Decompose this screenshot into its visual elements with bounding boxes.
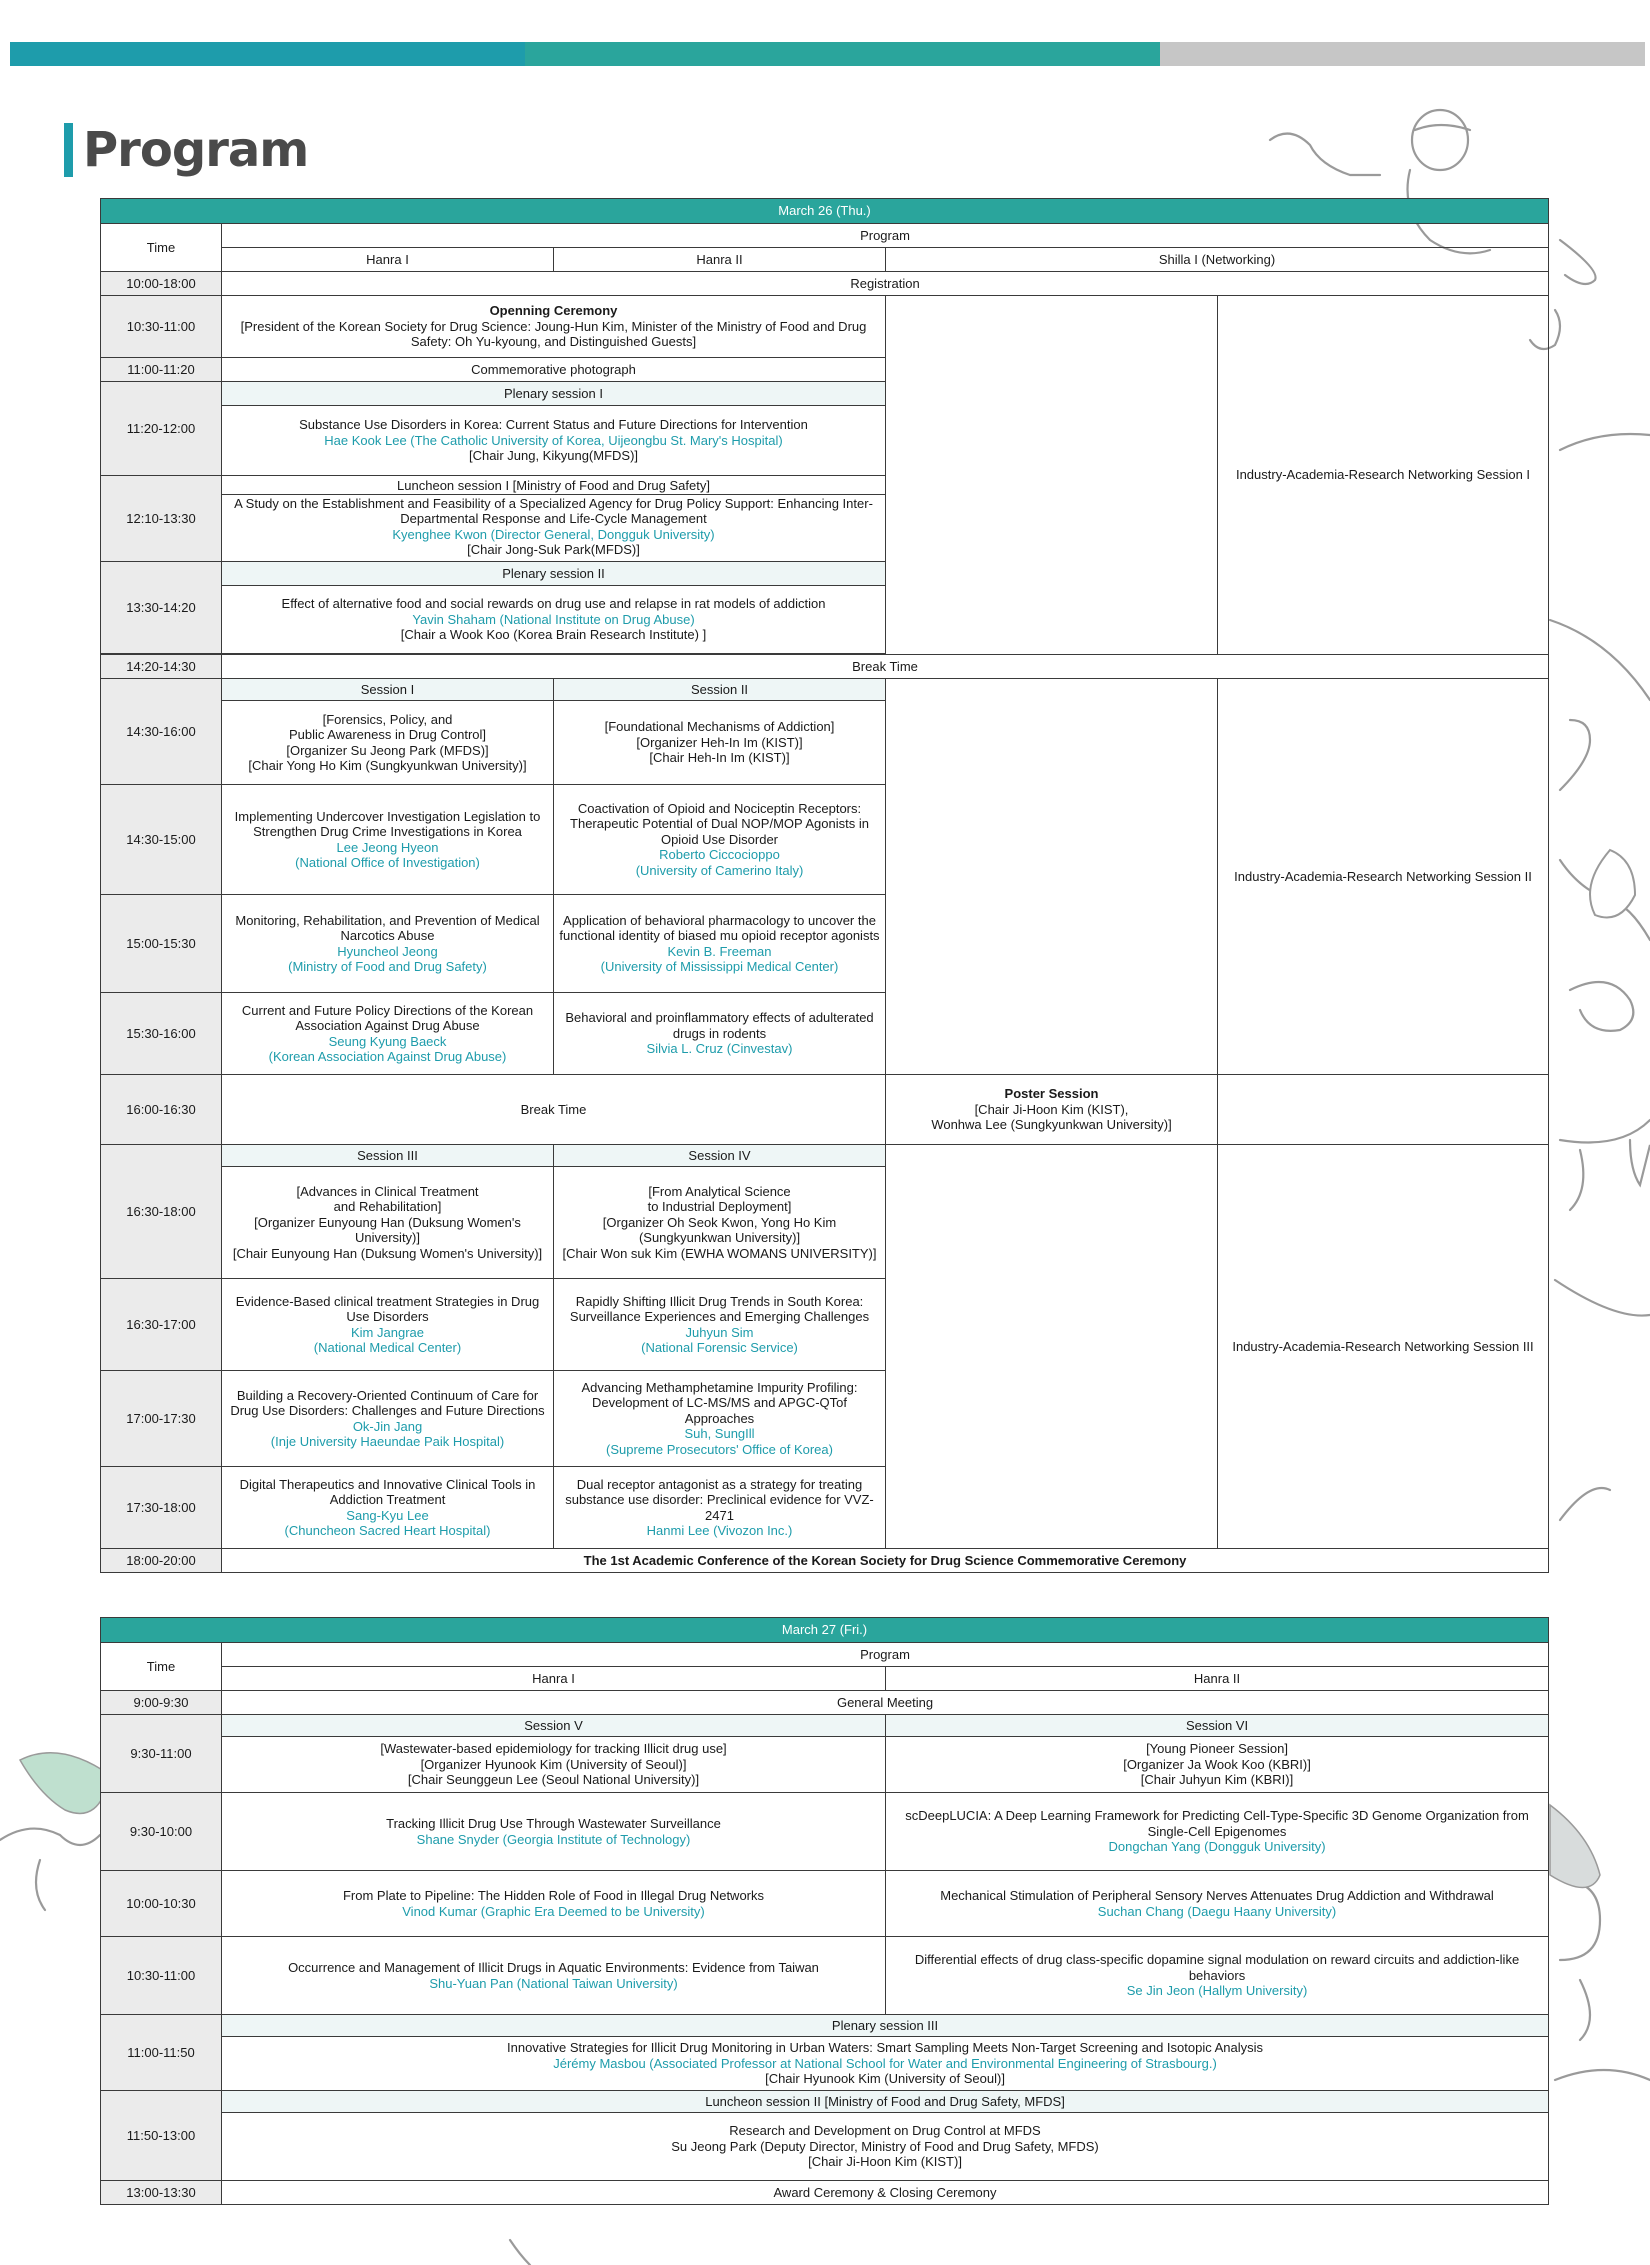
- talk-title: Differential effects of drug class-specific dopamine signal modulation on reward circuits and addiction-like behaviors: [914, 1952, 1520, 1983]
- time-cell: 10:30-11:00: [101, 296, 222, 358]
- luncheon-session-1: [222, 476, 886, 562]
- opening-ceremony-detail: [President of the Korean Society for Drug Science: Joung-Hun Kim, Minister of the Ministry of Food and Drug Safety: Oh Yu-kyoung, and Distinguished Guests]: [240, 318, 867, 350]
- time-cell: 17:30-18:00: [101, 1467, 222, 1549]
- time-cell: 10:30-11:00: [101, 1937, 222, 2015]
- talk-cell: [554, 1279, 886, 1371]
- session-info-line: [Organizer Oh Seok Kwon, Yong Ho Kim (Sungkyunkwan University)]: [602, 1214, 837, 1246]
- talk-title: Monitoring, Rehabilitation, and Prevention of Medical Narcotics Abuse: [235, 912, 540, 943]
- break-time-cell: Break Time: [222, 1075, 886, 1145]
- talk-affiliation: (National Medical Center): [313, 1340, 462, 1355]
- session-6-info: [886, 1737, 1549, 1793]
- talk-cell: [554, 1467, 886, 1549]
- networking-session-3: Industry-Academia-Research Networking Session III: [1218, 1145, 1549, 1549]
- session-2-info: [554, 701, 886, 785]
- poster-session-chair: Wonhwa Lee (Sungkyunkwan University)]: [931, 1117, 1172, 1133]
- top-bar-segment-green: [525, 42, 1160, 66]
- plenary-session-1-talk: [222, 406, 886, 476]
- session-info-line: [Organizer Eunyoung Han (Duksung Women's University)]: [254, 1214, 521, 1246]
- general-meeting-cell: General Meeting: [222, 1691, 1549, 1715]
- luncheon-session-1-label: Luncheon session I [Ministry of Food and Drug Safety]: [222, 478, 885, 495]
- session-4-label: Session IV: [554, 1145, 886, 1167]
- day2-date-header: March 27 (Fri.): [101, 1618, 1549, 1643]
- talk-speaker: Jérémy Masbou (Associated Professor at National School for Water and Environmental Engineering of Strasbourg.): [553, 2055, 1217, 2071]
- talk-affiliation: (Supreme Prosecutors' Office of Korea): [606, 1441, 833, 1457]
- session-info-line: [From Analytical Science: [648, 1183, 791, 1199]
- talk-title: Dual receptor antagonist as a strategy for treating substance use disorder: Preclinical evidence for VVZ-2471: [565, 1476, 874, 1523]
- time-cell: 12:10-13:30: [101, 476, 222, 562]
- title-accent-bar: [64, 123, 73, 177]
- time-cell: 9:30-10:00: [101, 1793, 222, 1871]
- session-4-info: [554, 1167, 886, 1279]
- talk-speaker: Seung Kyung Baeck: [328, 1033, 447, 1049]
- talk-title: Occurrence and Management of Illicit Drugs in Aquatic Environments: Evidence from Taiwan: [288, 1960, 819, 1975]
- time-column-header: Time: [101, 1643, 222, 1691]
- talk-speaker: Hanmi Lee (Vivozon Inc.): [646, 1523, 793, 1538]
- time-cell: 9:00-9:30: [101, 1691, 222, 1715]
- talk-title: Advancing Methamphetamine Impurity Profiling: Development of LC-MS/MS and APGC-QTof Approaches: [581, 1379, 858, 1426]
- session-1-info: [222, 701, 554, 785]
- time-cell: 16:30-17:00: [101, 1279, 222, 1371]
- time-cell: 10:00-10:30: [101, 1871, 222, 1937]
- poster-session-title: Poster Session: [1004, 1086, 1099, 1102]
- time-cell: 13:30-14:20: [101, 562, 222, 654]
- talk-affiliation: (Ministry of Food and Drug Safety): [288, 959, 487, 974]
- talk-cell: [222, 785, 554, 895]
- session-info-line: [Young Pioneer Session]: [1146, 1741, 1288, 1757]
- top-bar-segment-grey: [1160, 42, 1645, 66]
- talk-affiliation: (University of Camerino Italy): [635, 862, 804, 878]
- networking-session-1: Industry-Academia-Research Networking Session I: [1218, 296, 1549, 655]
- session-info-line: [Foundational Mechanisms of Addiction]: [604, 719, 835, 735]
- time-cell: 9:30-11:00: [101, 1715, 222, 1793]
- opening-ceremony-cell: [222, 296, 886, 358]
- talk-speaker: Lee Jeong Hyeon: [336, 839, 439, 855]
- plenary-session-2-label: Plenary session II: [222, 562, 886, 586]
- time-cell: 11:00-11:50: [101, 2015, 222, 2091]
- talk-affiliation: (National Office of Investigation): [295, 855, 480, 870]
- talk-speaker: Juhyun Sim: [685, 1324, 754, 1340]
- time-cell: 14:30-15:00: [101, 785, 222, 895]
- time-cell: 11:00-11:20: [101, 358, 222, 382]
- session-5-info: [222, 1737, 886, 1793]
- shilla-empty-cell: [886, 296, 1218, 655]
- session-info-line: [Chair Yong Ho Kim (Sungkyunkwan University)]: [248, 758, 527, 773]
- page-header: [64, 122, 308, 178]
- session-info-line: [Organizer Heh-In Im (KIST)]: [636, 734, 803, 750]
- talk-cell: [222, 993, 554, 1075]
- talk-cell: [886, 1937, 1549, 2015]
- talk-chair: [Chair Jong-Suk Park(MFDS)]: [467, 542, 640, 558]
- talk-speaker: Kyenghee Kwon (Director General, Dongguk University): [392, 526, 715, 542]
- talk-speaker: Su Jeong Park (Deputy Director, Ministry of Food and Drug Safety, MFDS): [671, 2138, 1099, 2154]
- talk-speaker: Se Jin Jeon (Hallym University): [1126, 1983, 1308, 1999]
- talk-title: A Study on the Establishment and Feasibility of a Specialized Agency for Drug Policy Support: Enhancing Inter-Departmental Response and Life-Cycle Management: [234, 495, 873, 527]
- talk-title: Implementing Undercover Investigation Legislation to Strengthen Drug Crime Investigations in Korea: [234, 808, 541, 839]
- poster-session-cell: [886, 1075, 1218, 1145]
- time-column-header: Time: [101, 224, 222, 272]
- program-header: Program: [222, 1643, 1549, 1667]
- talk-speaker: Suchan Chang (Daegu Haany University): [1097, 1903, 1337, 1919]
- talk-title: scDeepLUCIA: A Deep Learning Framework for Predicting Cell-Type-Specific 3D Genome Organization from Single-Cell Epigenomes: [905, 1808, 1529, 1839]
- time-cell: 18:00-20:00: [101, 1549, 222, 1573]
- talk-cell: [554, 993, 886, 1075]
- time-cell: 11:50-13:00: [101, 2091, 222, 2181]
- talk-cell: [886, 1793, 1549, 1871]
- talk-title: Evidence-Based clinical treatment Strategies in Drug Use Disorders: [235, 1293, 540, 1324]
- talk-cell: [554, 895, 886, 993]
- talk-cell: [554, 1371, 886, 1467]
- networking-session-2: Industry-Academia-Research Networking Session II: [1218, 679, 1549, 1075]
- talk-speaker: Shane Snyder (Georgia Institute of Technology): [416, 1831, 691, 1847]
- plenary-session-3-talk: [222, 2037, 1549, 2091]
- talk-speaker: Hyuncheol Jeong: [337, 943, 438, 959]
- program-header: Program: [222, 224, 1549, 248]
- shilla-empty-cell: [886, 679, 1218, 1075]
- talk-title: Mechanical Stimulation of Peripheral Sensory Nerves Attenuates Drug Addiction and Withdrawal: [940, 1888, 1494, 1903]
- session-info-line: [Wastewater-based epidemiology for tracking Illicit drug use]: [380, 1741, 727, 1757]
- session-info-line: and Rehabilitation]: [333, 1199, 442, 1215]
- time-cell: 17:00-17:30: [101, 1371, 222, 1467]
- talk-speaker: Kevin B. Freeman: [667, 943, 772, 959]
- talk-cell: [222, 1793, 886, 1871]
- opening-ceremony-title: Openning Ceremony: [489, 303, 618, 319]
- talk-title: Building a Recovery-Oriented Continuum of Care for Drug Use Disorders: Challenges and Future Directions: [230, 1387, 545, 1418]
- session-5-label: Session V: [222, 1715, 886, 1737]
- time-cell: 14:20-14:30: [101, 655, 222, 679]
- talk-speaker: Sang-Kyu Lee: [346, 1507, 429, 1523]
- session-info-line: [Forensics, Policy, and: [322, 711, 453, 727]
- time-cell: 14:30-16:00: [101, 679, 222, 785]
- session-info-line: [Organizer Hyunook Kim (University of Seoul)]: [420, 1756, 687, 1772]
- talk-affiliation: (National Forensic Service): [641, 1340, 798, 1355]
- session-info-line: [Chair Won suk Kim (EWHA WOMANS UNIVERSITY)]: [562, 1245, 877, 1261]
- day1-schedule-table: [100, 198, 1549, 1573]
- talk-title: Rapidly Shifting Illicit Drug Trends in South Korea: Surveillance Experiences and Emerging Challenges: [569, 1293, 870, 1324]
- talk-cell: [222, 1871, 886, 1937]
- talk-cell: [222, 1371, 554, 1467]
- luncheon-session-2-label: Luncheon session II [Ministry of Food and Drug Safety, MFDS]: [222, 2091, 1549, 2113]
- talk-chair: [Chair Hyunook Kim (University of Seoul)]: [765, 2071, 1005, 2087]
- empty-cell: [1218, 1075, 1549, 1145]
- session-info-line: [Chair Eunyoung Han (Duksung Women's University)]: [232, 1245, 543, 1261]
- talk-affiliation: (Korean Association Against Drug Abuse): [268, 1049, 507, 1064]
- talk-speaker: Roberto Ciccocioppo: [659, 847, 780, 863]
- talk-title: Tracking Illicit Drug Use Through Wastewater Surveillance: [386, 1816, 721, 1831]
- top-bar-segment-teal: [10, 42, 525, 66]
- talk-title: Behavioral and proinflammatory effects of adulterated drugs in rodents: [565, 1010, 874, 1041]
- time-cell: 16:30-18:00: [101, 1145, 222, 1279]
- talk-speaker: Yavin Shaham (National Institute on Drug Abuse): [412, 611, 695, 627]
- room-header-hanra-2: Hanra II: [886, 1667, 1549, 1691]
- talk-title: Coactivation of Opioid and Nociceptin Receptors: Therapeutic Potential of Dual NOP/MOP Agonists in Opioid Use Disorder: [570, 800, 869, 847]
- day2-schedule-table: [100, 1617, 1549, 2205]
- session-6-label: Session VI: [886, 1715, 1549, 1737]
- talk-cell: [222, 1937, 886, 2015]
- time-cell: 11:20-12:00: [101, 382, 222, 476]
- session-3-label: Session III: [222, 1145, 554, 1167]
- time-cell: 15:30-16:00: [101, 993, 222, 1075]
- room-header-hanra-2: Hanra II: [554, 248, 886, 272]
- plenary-session-1-label: Plenary session I: [222, 382, 886, 406]
- session-info-line: [Organizer Ja Wook Koo (KBRI)]: [1123, 1756, 1311, 1772]
- session-info-line: [Chair Juhyun Kim (KBRI)]: [1140, 1772, 1294, 1788]
- session-info-line: [Advances in Clinical Treatment: [296, 1183, 479, 1199]
- time-cell: 10:00-18:00: [101, 272, 222, 296]
- talk-speaker: Kim Jangrae: [351, 1324, 424, 1340]
- talk-cell: [222, 1467, 554, 1549]
- talk-speaker: Shu-Yuan Pan (National Taiwan University): [429, 1975, 678, 1991]
- page-title: Program: [83, 122, 309, 178]
- talk-affiliation: (University of Mississippi Medical Center): [600, 959, 839, 974]
- commemorative-photo-cell: Commemorative photograph: [222, 358, 886, 382]
- room-header-hanra-1: Hanra I: [222, 248, 554, 272]
- poster-session-chair: [Chair Ji-Hoon Kim (KIST),: [974, 1101, 1129, 1117]
- talk-cell: [886, 1871, 1549, 1937]
- time-cell: 13:00-13:30: [101, 2181, 222, 2205]
- talk-title: From Plate to Pipeline: The Hidden Role of Food in Illegal Drug Networks: [342, 1888, 765, 1903]
- talk-title: Digital Therapeutics and Innovative Clinical Tools in Addiction Treatment: [239, 1476, 536, 1507]
- talk-cell: [222, 1279, 554, 1371]
- shilla-empty-cell: [886, 1145, 1218, 1549]
- session-info-line: to Industrial Deployment]: [647, 1199, 792, 1215]
- talk-title: Effect of alternative food and social rewards on drug use and relapse in rat models of addiction: [281, 596, 826, 612]
- talk-title: Innovative Strategies for Illicit Drug Monitoring in Urban Waters: Smart Sampling Meets Non-Target Screening and Isotopic Analysis: [507, 2040, 1264, 2056]
- session-info-line: [Chair Heh-In Im (KIST)]: [649, 750, 790, 766]
- commemorative-ceremony-cell: The 1st Academic Conference of the Korean Society for Drug Science Commemorative Ceremony: [222, 1549, 1549, 1573]
- talk-speaker: Hae Kook Lee (The Catholic University of Korea, Uijeongbu St. Mary's Hospital): [324, 432, 783, 448]
- registration-cell: Registration: [222, 272, 1549, 296]
- talk-title: Application of behavioral pharmacology to uncover the functional identity of biased mu opioid receptor agonists: [559, 912, 880, 943]
- luncheon-session-2-talk: [222, 2113, 1549, 2181]
- plenary-session-2-talk: [222, 586, 886, 654]
- talk-cell: [554, 785, 886, 895]
- room-header-shilla-1: Shilla I (Networking): [886, 248, 1549, 272]
- session-2-label: Session II: [554, 679, 886, 701]
- talk-chair: [Chair Ji-Hoon Kim (KIST)]: [808, 2154, 962, 2170]
- talk-title: Research and Development on Drug Control at MFDS: [729, 2123, 1041, 2139]
- plenary-session-3-label: Plenary session III: [222, 2015, 1549, 2037]
- talk-affiliation: (Chuncheon Sacred Heart Hospital): [284, 1523, 491, 1538]
- day1-date-header: March 26 (Thu.): [101, 199, 1549, 224]
- session-3-info: [222, 1167, 554, 1279]
- room-header-hanra-1: Hanra I: [222, 1667, 886, 1691]
- break-time-cell: Break Time: [222, 655, 1549, 679]
- talk-chair: [Chair a Wook Koo (Korea Brain Research Institute) ]: [400, 627, 707, 643]
- session-info-line: Public Awareness in Drug Control]: [288, 727, 487, 742]
- session-1-label: Session I: [222, 679, 554, 701]
- talk-title: Substance Use Disorders in Korea: Current Status and Future Directions for Intervention: [299, 417, 808, 433]
- talk-speaker: Ok-Jin Jang: [352, 1418, 423, 1434]
- talk-chair: [Chair Jung, Kikyung(MFDS)]: [468, 448, 639, 464]
- talk-speaker: Silvia L. Cruz (Cinvestav): [646, 1041, 793, 1057]
- time-cell: 16:00-16:30: [101, 1075, 222, 1145]
- talk-cell: [222, 895, 554, 993]
- talk-speaker: Vinod Kumar (Graphic Era Deemed to be University): [402, 1903, 705, 1919]
- talk-speaker: Dongchan Yang (Dongguk University): [1108, 1839, 1326, 1855]
- closing-ceremony-cell: Award Ceremony & Closing Ceremony: [222, 2181, 1549, 2205]
- talk-title: Current and Future Policy Directions of the Korean Association Against Drug Abuse: [241, 1002, 534, 1033]
- session-info-line: [Chair Seunggeun Lee (Seoul National University)]: [407, 1772, 700, 1788]
- talk-affiliation: (Inje University Haeundae Paik Hospital): [270, 1434, 505, 1449]
- time-cell: 15:00-15:30: [101, 895, 222, 993]
- session-info-line: [Organizer Su Jeong Park (MFDS)]: [286, 742, 489, 758]
- talk-speaker: Suh, SungIll: [684, 1426, 755, 1442]
